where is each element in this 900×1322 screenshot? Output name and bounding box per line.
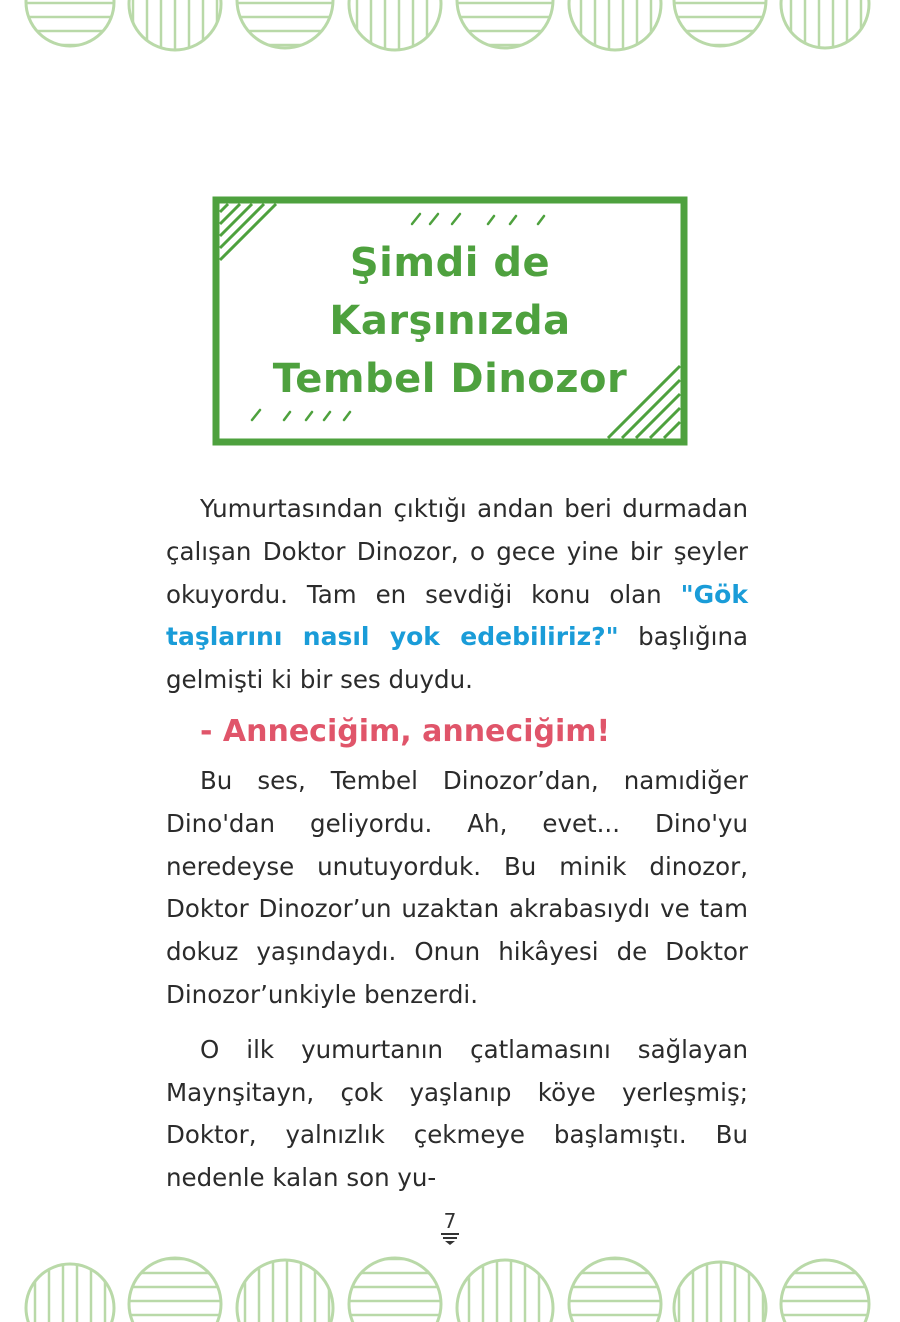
story-body [166, 488, 748, 1200]
title-line-1: Şimdi de [349, 240, 551, 286]
highlighted-question: "Gök taşlarını nasıl yok edebiliriz?" [166, 579, 748, 652]
paragraph-1-end: başlığına gelmişti ki bir ses duydu. [166, 622, 748, 695]
paragraph-1 [166, 488, 748, 702]
paragraph-2: Bu ses, Tembel Dinozor’dan, namıdiğer Dino'dan geliyordu. Ah, evet... Dino'yu neredeyse unutuyorduk. Bu minik dinozor, Doktor Dinozor’un uzaktan akrabasıydı ve tam dokuz yaşındaydı. Onun hikâyesi de Doktor Dinozor’unkiyle benzerdi. [166, 765, 748, 1009]
decorative-top-border [0, 0, 900, 52]
chapter-title [212, 196, 688, 446]
title-line-3: Tembel Dinozor [272, 356, 628, 402]
paragraph-1-start: Yumurtasından çıktığı andan beri durmadan çalışan Doktor Dinozor, o gece yine bir şeyler okuyordu. Tam en sevdiği konu olan [166, 494, 748, 609]
title-line-2: Karşınızda [329, 298, 571, 344]
decorative-bottom-border [0, 1252, 900, 1322]
page-number: 7 [443, 1209, 457, 1233]
exclamation-line: - Anneciğim, anneciğim! [200, 713, 611, 749]
paragraph-3: O ilk yumurtanın çatlamasını sağlayan Maynşitayn, çok yaşlanıp köye yerleşmiş; Doktor, yalnızlık çekmeye başlamıştı. Bu nedenle kalan son yu- [166, 1034, 748, 1193]
page-number-ornament-icon [440, 1232, 460, 1246]
